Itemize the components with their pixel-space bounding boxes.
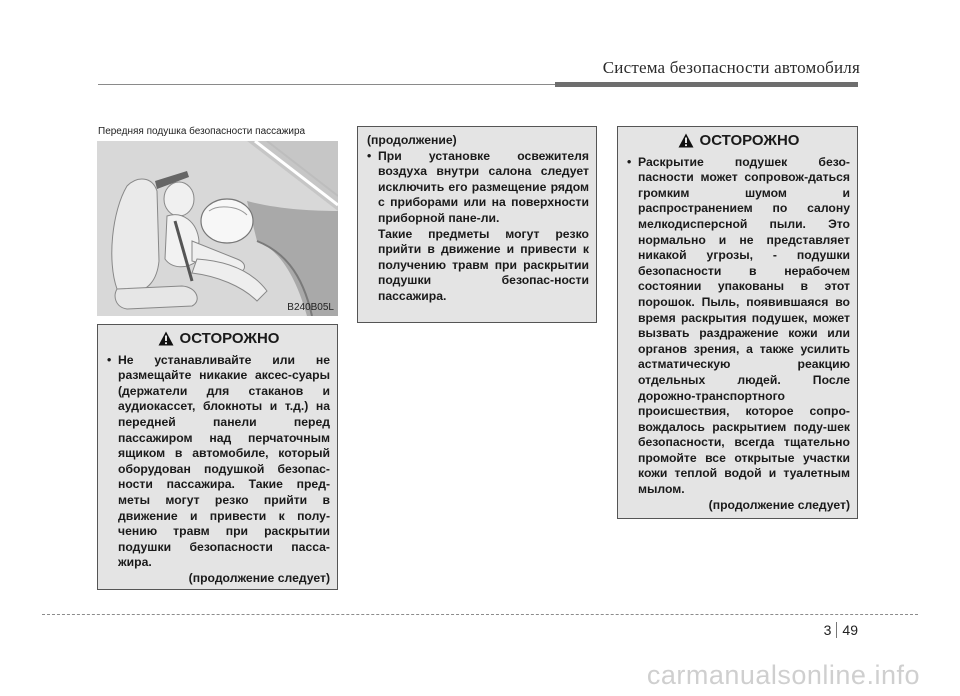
continuation-box bbox=[357, 126, 597, 323]
warning-heading bbox=[627, 133, 850, 149]
continuation-bullet bbox=[367, 149, 589, 227]
continuation-text-2: Такие предметы могут резко прийти в движение и привести к получению травм при раскрытии подушки безопас-ности пассажира. bbox=[378, 226, 589, 303]
chapter-number: 3 bbox=[823, 622, 832, 638]
page-number-value: 49 bbox=[842, 622, 858, 638]
watermark-text: carmanualsonline.info bbox=[646, 660, 920, 690]
warning-box-accessories bbox=[97, 324, 338, 590]
page-header-title: Система безопасности автомобиля bbox=[602, 58, 860, 77]
warning-text: Не устанавливайте или не размещайте никакие аксес-суары (держатели для стаканов и аудиокассет, блокноты и т.д.) на передней панели перед пассажиром над перчаточным ящиком в автомобиле, который оборудован подушкой безопас-ности пассажира. Такие пред-меты могут резко прийти в движение и привести к полу-чению травм при раскрытии подушки безопасности пасса-жира. bbox=[118, 352, 330, 570]
warning-heading-text: ОСТОРОЖНО bbox=[699, 132, 800, 149]
bullet-mark: • bbox=[367, 148, 372, 163]
warning-box-deployment bbox=[617, 126, 858, 519]
warning-heading bbox=[107, 331, 330, 347]
continued-label: (продолжение) bbox=[367, 133, 457, 147]
page-number-separator bbox=[836, 622, 837, 638]
bullet-mark: • bbox=[627, 154, 632, 169]
header-accent-bar bbox=[555, 82, 858, 87]
continued-note: (продолжение следует) bbox=[188, 570, 330, 585]
warning-heading-text: ОСТОРОЖНО bbox=[179, 330, 280, 347]
warning-bullet bbox=[107, 353, 330, 571]
figure-code: B240B05L bbox=[287, 302, 334, 313]
passenger-airbag-drawing bbox=[97, 141, 338, 316]
warning-triangle-icon bbox=[678, 133, 694, 148]
page-number bbox=[824, 622, 858, 638]
warning-bullet bbox=[627, 155, 850, 498]
warning-triangle-icon bbox=[158, 331, 174, 346]
continuation-text: При установке освежителя воздуха внутри салона следует исключить его размещение рядом с приборами или на поверхности приборной пане-ли. bbox=[378, 148, 589, 225]
footer-divider bbox=[42, 614, 918, 615]
bullet-mark: • bbox=[107, 352, 112, 367]
warning-text: Раскрытие подушек безо-пасности может сопровож-даться громким шумом и распространением по салону мелкодисперсной пыли. Это нормально и не представляет никакой угрозы, - подушки безопасности в нерабочем состоянии упакованы в этот порошок. Пыль, появившаяся во время раскрытия подушек, может вызвать раздражение кожи или органов зрения, а также усилить астматическую реакцию отдельных людей. После дорожно-транспортного происшествия, которое сопро-вождалось раскрытием поду-шек безопасности, всегда тщательно промойте все открытые участки кожи теплой водой и туалетным мылом. bbox=[638, 154, 850, 497]
airbag-illustration bbox=[97, 141, 338, 316]
continued-note: (продолжение следует) bbox=[708, 497, 850, 512]
figure-caption: Передняя подушка безопасности пассажира bbox=[98, 126, 306, 137]
